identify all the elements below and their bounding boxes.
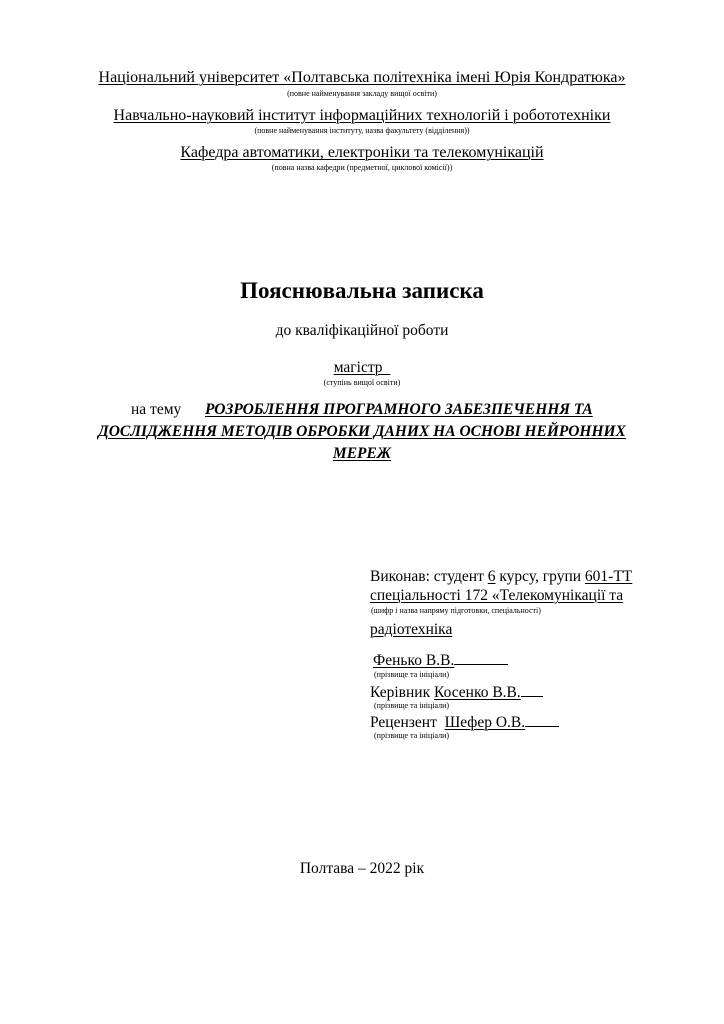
supervisor-name: Косенко В.В. [434,684,521,701]
reviewer-name: Шефер О.В. [444,714,526,731]
reviewer-label: Рецензент [370,714,437,731]
reviewer-note: (прізвище та ініціали) [374,731,450,740]
university-name: Національний університет «Полтавська політехніка імені Юрія Кондратюка» [98,69,626,86]
degree-note: (ступінь вищої освіти) [323,378,401,387]
done-label: Виконав: студент [370,568,484,585]
supervisor-note: (прізвище та ініціали) [374,701,450,710]
topic-line-2: ДОСЛІДЖЕННЯ МЕТОДІВ ОБРОБКИ ДАНИХ НА ОСНОВІ НЕЙРОННИХ [98,423,626,440]
topic-line-1: РОЗРОБЛЕННЯ ПРОГРАМНОГО ЗАБЕЗПЕЧЕННЯ ТА [205,401,593,418]
reviewer-line [370,712,559,732]
course-label: курсу, групи [499,568,582,585]
author-name: Фенько В.В. [373,650,508,670]
topic-line-3: МЕРЕЖ [332,445,392,462]
specialty-note: (шифр і назва напряму підготовки, спеціальності) [371,606,541,615]
department-name: Кафедра автоматики, електроніки та телекомунікацій [180,144,544,161]
city-year: Полтава – 2022 рік [299,860,425,877]
institute-name: Навчально-науковий інститут інформаційних технологій і робототехніки [113,107,611,124]
author-name-note: (прізвище та ініціали) [374,670,450,679]
topic-prefix: на тему [131,401,182,418]
author-line [370,568,632,586]
document-title: Пояснювальна записка [240,278,484,303]
university-note: (повне найменування закладу вищої освіти) [287,89,437,98]
supervisor-line [370,682,543,702]
specialty: спеціальності 172 «Телекомунікації та [370,587,624,604]
department-note: (повна назва кафедри (предметної, циклової комісії)) [271,163,453,172]
institute-note: (повне найменування інституту, назва факультету (відділення)) [254,126,470,135]
degree: магістр [333,359,383,376]
supervisor-label: Керівник [370,684,431,701]
document-subtitle: до кваліфікаційної роботи [275,322,449,339]
group-value: 601-ТТ [584,568,633,585]
specialty-continued: радіотехніка [370,621,453,638]
course-value: 6 [487,568,496,585]
